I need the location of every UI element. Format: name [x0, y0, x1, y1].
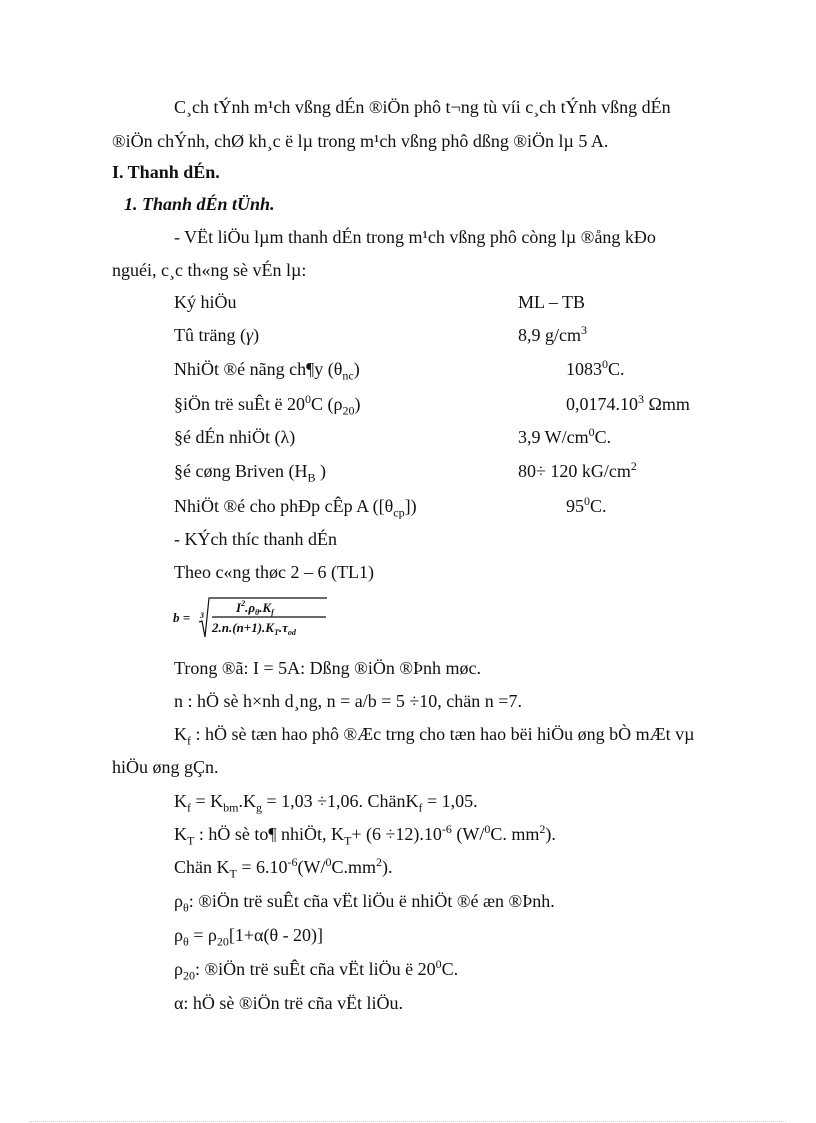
formula-lhs: b =	[173, 610, 191, 625]
body-line: n : hÖ sè h×nh d¸ng, n = a/b = 5 ÷10, chän n =7.	[174, 691, 522, 711]
formula-image	[172, 592, 332, 642]
prop-label: §é dÉn nhiÖt (λ)	[174, 427, 296, 447]
intro-line-2: ®iÖn chÝnh, chØ kh¸c ë lµ trong m¹ch vßng phô dßng ®iÖn lµ 5 A.	[112, 131, 609, 151]
material-line-1: - VËt liÖu lµm thanh dÉn trong m¹ch vßng phô còng lµ ®ång kÐo	[174, 227, 656, 247]
prop-value: 80÷ 120 $kG/cm^2$	[518, 459, 637, 481]
prop-label: Ký hiÖu	[174, 292, 237, 312]
body-line: hiÖu øng gÇn.	[112, 757, 219, 777]
body-line: $K_f = K_{bm}.K_g = 1,03 \div 1,06$. ChänK$_f$ = 1,05.	[174, 791, 478, 815]
body-line: $\rho_\theta$: ®iÖn trë suÊt cña vËt liÖu ë nhiÖt ®é æn ®Þnh.	[174, 891, 555, 915]
prop-label: NhiÖt ®é nãng ch¶y $(\theta_{nc})$	[174, 359, 360, 383]
body-line: $\rho_{20}$: ®iÖn trë suÊt cña vËt liÖu ë $20^0C$.	[174, 957, 459, 983]
intro-line-1: C¸ch tÝnh m¹ch vßng dÉn ®iÖn phô t¬ng tù víi c¸ch tÝnh vßng dÉn	[174, 97, 671, 117]
prop-value: ML – TB	[518, 292, 586, 312]
body-line: $K_T$ : hÖ sè to¶ nhiÖt, $K_T+ (6 \div 12).10^{-6}$ (W/$^0$C. $mm^2$).	[174, 822, 556, 848]
theo-line: Theo c«ng thøc 2 – 6 (TL1)	[174, 562, 374, 582]
prop-label: Tû träng (γ)	[174, 325, 260, 345]
body-line: Trong ®ã: I = 5A: Dßng ®iÖn ®Þnh møc.	[174, 658, 482, 678]
section-heading: I. Thanh dÉn.	[112, 162, 220, 182]
formula-denominator: $2.n.(n+1).K_T.\tau_{od}$	[212, 620, 296, 637]
formula-numerator: $I^2.\rho_\theta.K_f$	[236, 599, 274, 617]
body-line: α: hÖ sè ®iÖn trë cña vËt liÖu.	[174, 993, 404, 1013]
formula-root-index: 3	[200, 611, 204, 620]
dims-line: - KÝch thíc thanh dÉn	[174, 529, 337, 549]
page-bottom-rule	[30, 1121, 786, 1122]
body-line: $K_f$ : hÖ sè tæn hao phô ®Æc trng cho tæn hao bëi hiÖu øng bÒ mÆt vµ	[174, 724, 695, 748]
body-line: Chän $K_T = 6.10^{-6}(W/^0C.mm^2)$.	[174, 855, 393, 881]
prop-value: 0,0174.10$^3$ Ωmm	[566, 392, 690, 414]
prop-value: $95^0C$.	[566, 494, 607, 516]
material-line-2: nguéi, c¸c th«ng sè vÉn lµ:	[112, 260, 307, 280]
prop-value: 1083$^0$C.	[566, 357, 625, 379]
prop-label: §iÖn trë suÊt ë $20^0C$ $(\rho_{20})$	[174, 392, 361, 418]
prop-value: 8,9 $g/cm^3$	[518, 323, 587, 345]
prop-label: NhiÖt ®é cho phÐp cÊp A $([\theta_{cp}])$	[174, 496, 417, 520]
body-line: $\rho_\theta = \rho_{20}[1+\alpha(\theta - 20)]$	[174, 925, 324, 949]
prop-value: 3,9 $W/cm^0C$.	[518, 425, 612, 447]
subsection-heading: 1. Thanh dÉn tÜnh.	[124, 194, 275, 214]
prop-label: §é cøng Briven ($H_B$ )	[174, 461, 326, 485]
